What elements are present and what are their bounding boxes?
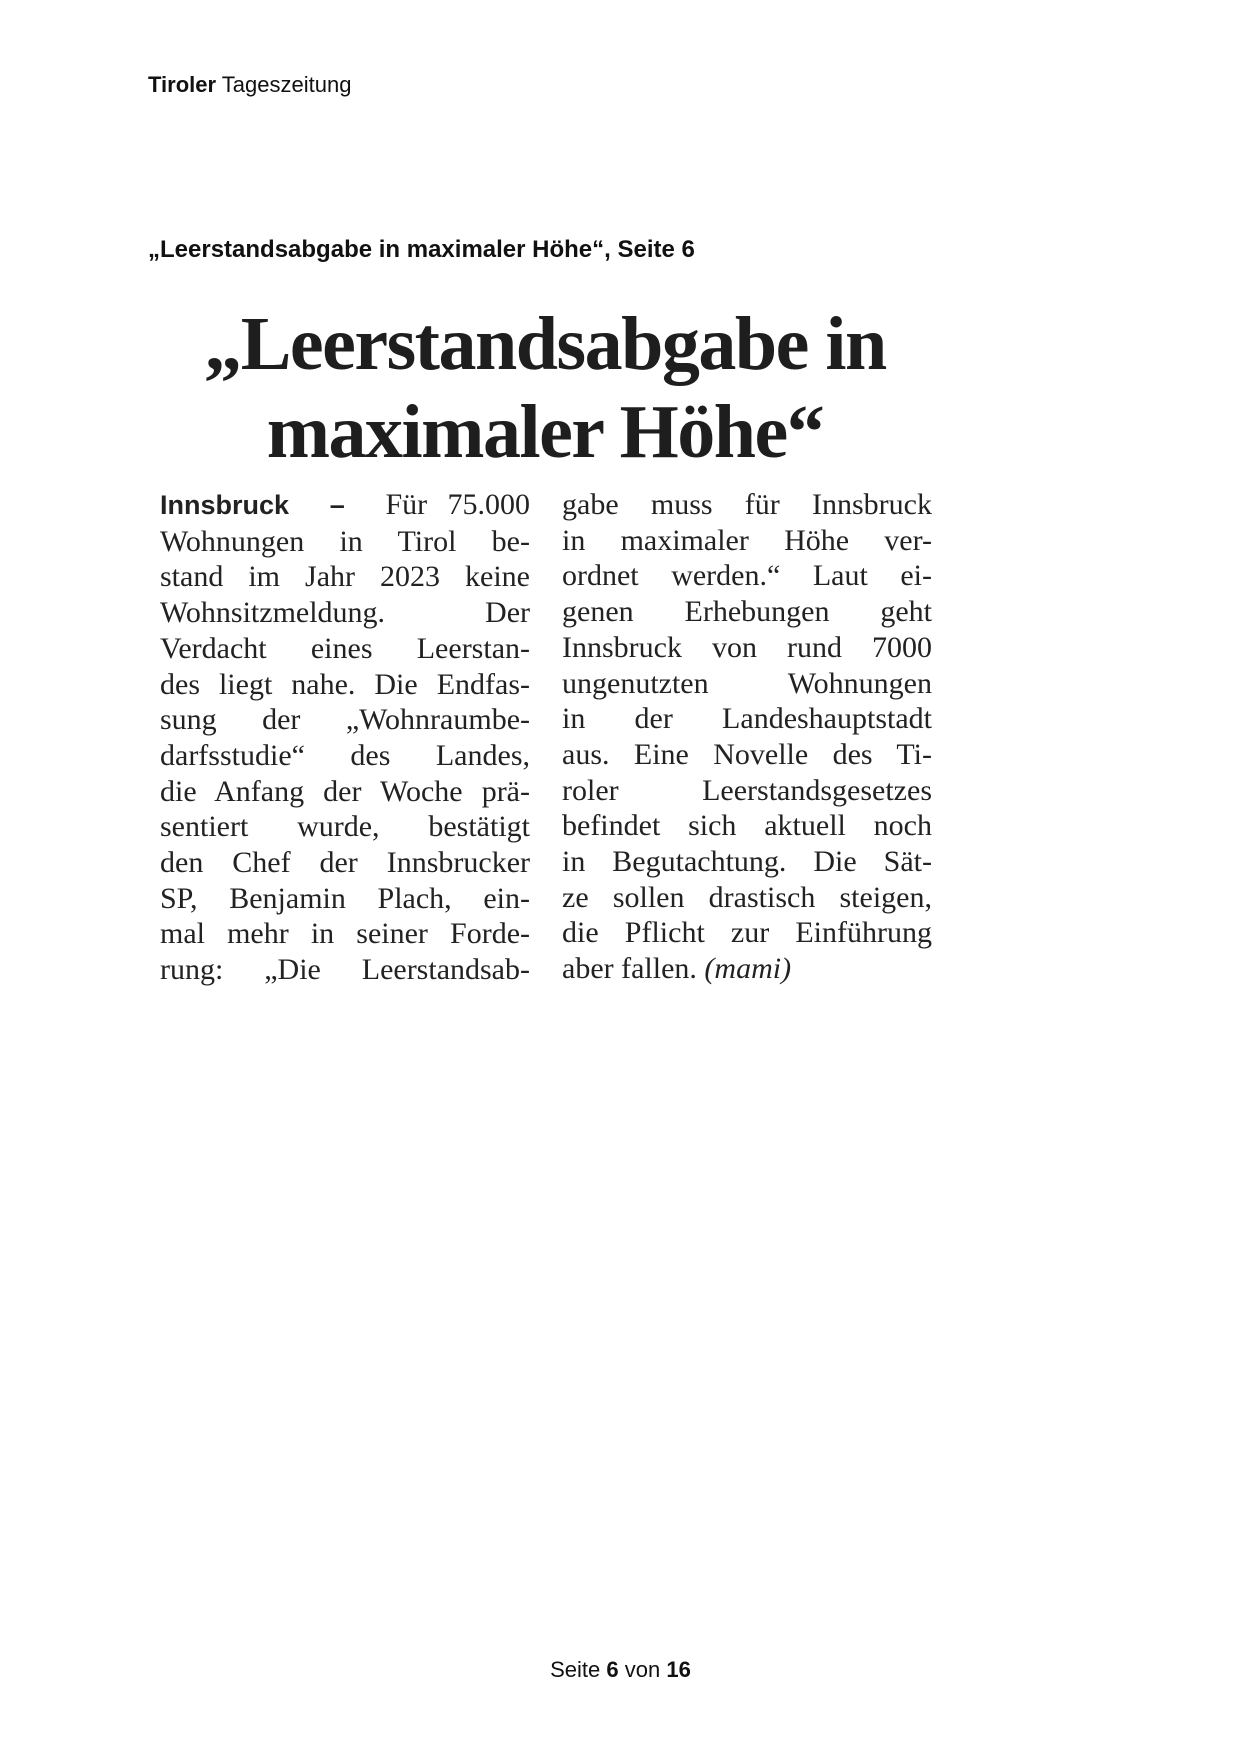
article-body — [160, 487, 932, 988]
dateline-dash: – — [329, 490, 345, 520]
body-line: genen Erhebungen geht — [562, 595, 932, 629]
brand-regular: Tageszeitung — [221, 72, 352, 97]
body-line: des liegt nahe. Die Endfas- — [160, 667, 530, 701]
body-line — [562, 951, 932, 987]
total-pages: 16 — [666, 1657, 691, 1682]
body-line: rung: „Die Leerstandsab- — [160, 953, 530, 987]
page-of: von — [624, 1657, 661, 1682]
article-headline — [150, 300, 940, 476]
body-line: Wohnungen in Tirol be- — [160, 524, 530, 558]
body-line: darfsstudie“ des Landes, — [160, 738, 530, 772]
body-line: befindet sich aktuell noch — [562, 809, 932, 843]
body-line: Innsbruck von rund 7000 — [562, 630, 932, 664]
column-right — [562, 487, 932, 988]
headline-line: maximaler Höhe“ — [266, 390, 824, 474]
body-line: gabe muss für Innsbruck — [562, 488, 932, 521]
headline-line: „Leerstandsabgabe in — [204, 302, 886, 386]
page-number — [0, 1657, 1241, 1683]
body-text: aber fallen. — [562, 952, 697, 986]
body-line: Wohnsitzmeldung. Der — [160, 596, 530, 630]
dateline: Innsbruck — [160, 490, 290, 520]
body-line: in maximaler Höhe ver- — [562, 523, 932, 557]
body-line — [160, 487, 530, 524]
body-line: roler Leerstandsgesetzes — [562, 773, 932, 807]
brand-bold: Tiroler — [148, 72, 217, 97]
body-line: sung der „Wohnraumbe- — [160, 703, 530, 737]
body-line: ze sollen drastisch steigen, — [562, 880, 932, 914]
column-left — [160, 487, 530, 988]
body-line: ordnet werden.“ Laut ei- — [562, 559, 932, 593]
body-text: Für 75.000 — [385, 488, 530, 521]
article-reference: „Leerstandsabgabe in maximaler Höhe“, Seite 6 — [148, 236, 695, 263]
publication-header — [148, 72, 351, 98]
body-line: mal mehr in seiner Forde- — [160, 917, 530, 951]
body-line: die Pflicht zur Einführung — [562, 916, 932, 950]
page-label: Seite — [550, 1657, 601, 1682]
body-line: in Begutachtung. Die Sät- — [562, 845, 932, 879]
body-line: in der Landeshauptstadt — [562, 702, 932, 736]
body-line: sentiert wurde, bestätigt — [160, 810, 530, 844]
body-line: stand im Jahr 2023 keine — [160, 560, 530, 594]
body-line: die Anfang der Woche prä- — [160, 774, 530, 808]
body-line: Verdacht eines Leerstan- — [160, 631, 530, 665]
body-line: ungenutzten Wohnungen — [562, 666, 932, 700]
current-page: 6 — [606, 1657, 619, 1682]
body-line: aus. Eine Novelle des Ti- — [562, 737, 932, 771]
body-line: den Chef der Innsbrucker — [160, 846, 530, 880]
body-line: SP, Benjamin Plach, ein- — [160, 881, 530, 915]
author-tag: (mami) — [704, 952, 792, 986]
